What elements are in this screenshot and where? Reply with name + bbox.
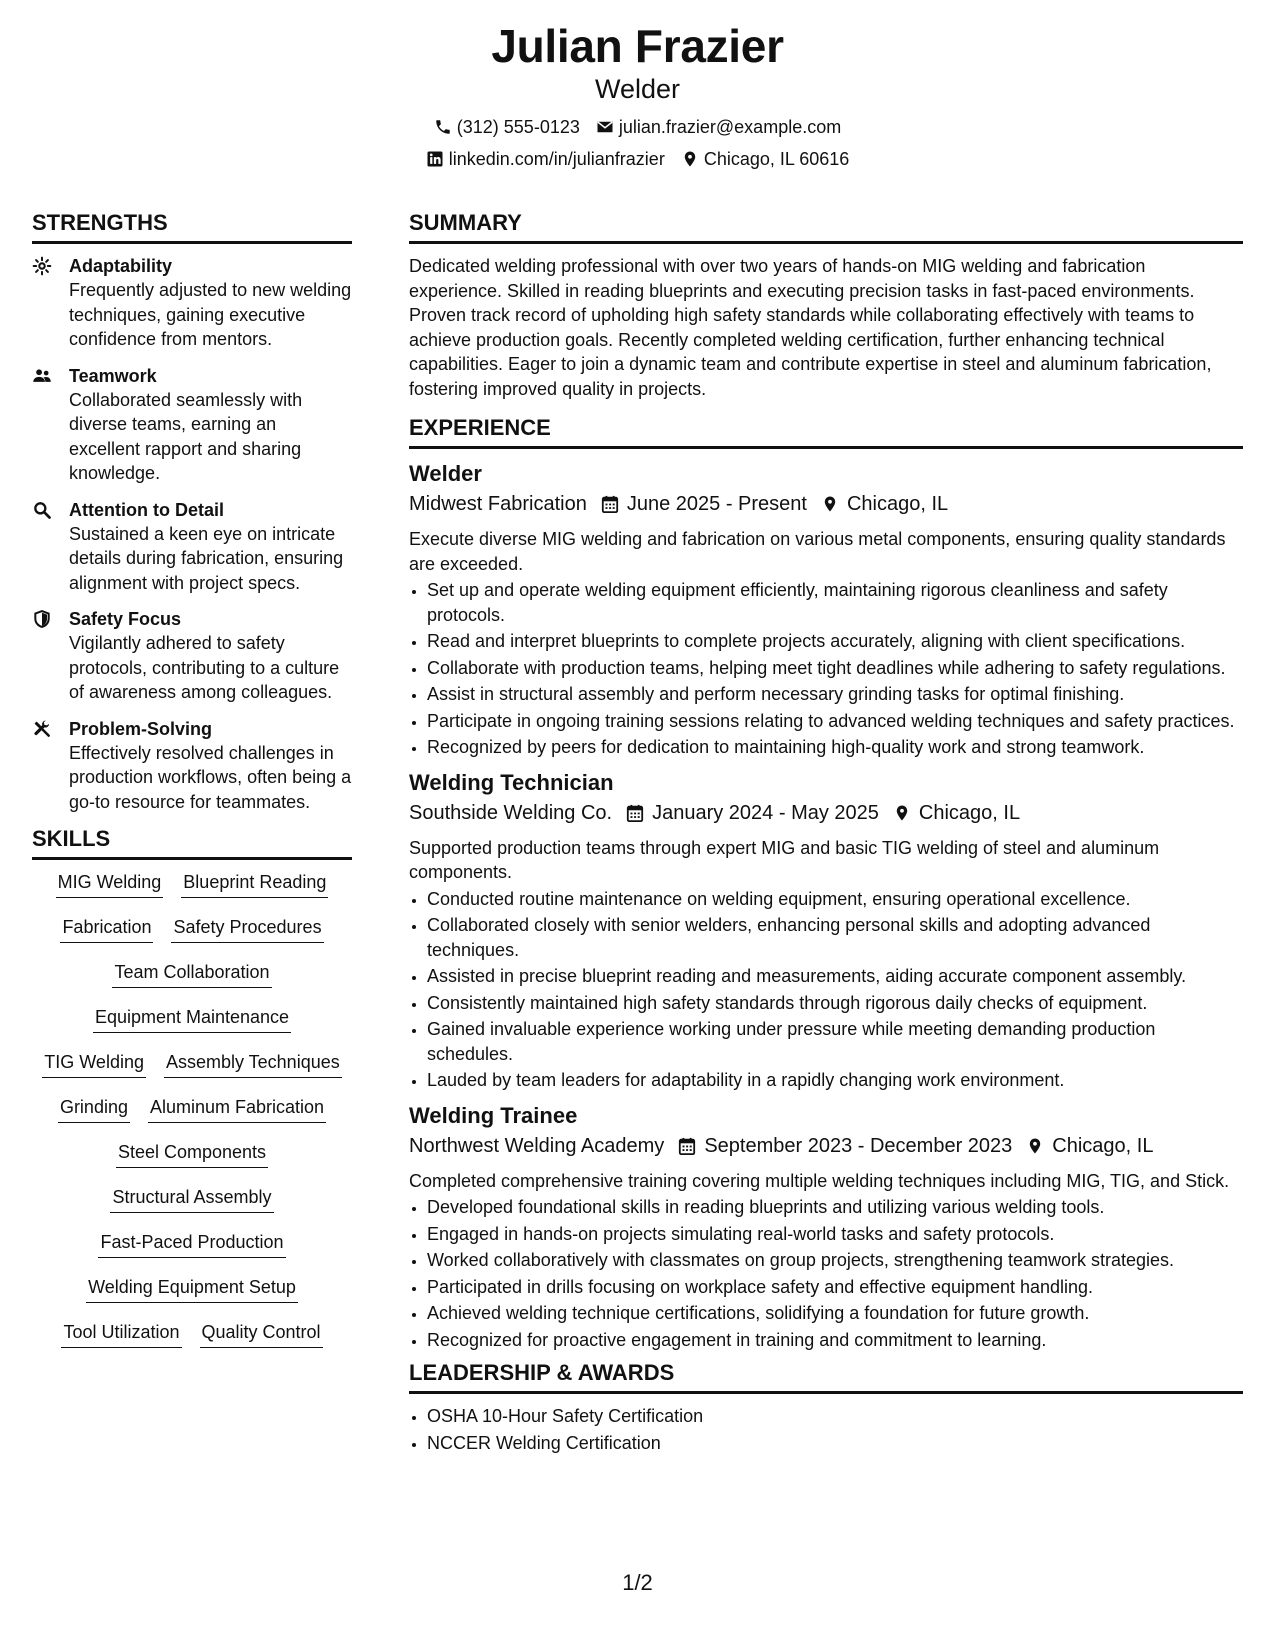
skill-tag: Welding Equipment Setup — [86, 1275, 298, 1303]
job-dates: January 2024 - May 2025 — [652, 801, 879, 824]
job-dates: June 2025 - Present — [626, 493, 807, 515]
list-item: • OSHA 10-Hour Safety Certification — [427, 1404, 1243, 1429]
email-text: julian.frazier@example.com — [618, 117, 842, 137]
job-location: Chicago, IL — [846, 493, 949, 515]
list-item: • Lauded by team leaders for adaptability in a rapidly changing work environment. — [427, 1068, 1243, 1093]
summary-text: Dedicated welding professional with over two years of hands-on MIG welding and fabrication experience. Skilled in reading blueprints and executing precision tasks in fast-paced environments. Proven track record of upholding high safety standards while collaborating effectively with teams to achieve production goals. Recently completed welding certification, further enhancing technical capabilities. Eager to join a dynamic team and contribute expertise in steel and aluminum fabrication, fostering improved quality in projects. — [409, 256, 1212, 399]
map-pin-icon — [1026, 1136, 1044, 1156]
job-title: Welding Trainee — [409, 1102, 578, 1128]
strength-desc: Sustained a keen eye on intricate details during fabrication, ensuring alignment with project specs. — [69, 523, 344, 593]
skill-tag: Team Collaboration — [112, 960, 271, 988]
shield-icon — [32, 609, 52, 629]
list-item: • Worked collaboratively with classmates on group projects, strengthening teamwork strategies. — [427, 1248, 1243, 1273]
skill-tag: Grinding — [58, 1095, 130, 1123]
skill-tag: Fast-Paced Production — [98, 1230, 285, 1258]
strength-desc: Effectively resolved challenges in production workflows, often being a go-to resource for teammates. — [69, 742, 352, 812]
search-icon — [32, 500, 52, 520]
list-item: • Achieved welding technique certifications, solidifying a foundation for future growth. — [427, 1301, 1243, 1326]
strength-desc: Collaborated seamlessly with diverse teams, earning an excellent rapport and sharing knowledge. — [69, 389, 303, 483]
strengths-heading: STRENGTHS — [32, 210, 352, 244]
job-meta — [409, 798, 1243, 828]
map-pin-icon — [893, 803, 911, 823]
awards-list — [409, 1404, 1243, 1455]
list-item: • Assist in structural assembly and perform necessary grinding tasks for optimal finishing. — [427, 682, 1243, 707]
job-entry — [409, 459, 1243, 760]
skills-row — [32, 870, 352, 915]
job-description: Supported production teams through expert MIG and basic TIG welding of steel and aluminum components. — [409, 837, 1160, 882]
list-item: • Gained invaluable experience working under pressure while meeting demanding production schedules. — [427, 1017, 1243, 1066]
map-pin-icon — [821, 494, 839, 514]
list-item: • Read and interpret blueprints to complete projects accurately, aligning with client specifications. — [427, 629, 1243, 654]
list-item: • Conducted routine maintenance on welding equipment, ensuring operational excellence. — [427, 887, 1243, 912]
job-bullets — [409, 578, 1243, 760]
skills-row — [32, 1230, 352, 1275]
skills-row — [32, 915, 352, 960]
contact-phone[interactable] — [434, 116, 580, 138]
job-entry — [409, 768, 1243, 1093]
strength-item — [32, 364, 352, 486]
job-bullets — [409, 1195, 1243, 1352]
skills-row — [32, 1140, 352, 1185]
skills-row — [32, 1275, 352, 1320]
job-title: Welding Technician — [409, 769, 614, 795]
strength-title: Safety Focus — [69, 609, 182, 629]
list-item: • Participate in ongoing training sessions relating to advanced welding techniques and safety practices. — [427, 709, 1243, 734]
location-text: Chicago, IL 60616 — [703, 149, 850, 169]
calendar-icon — [601, 494, 619, 514]
list-item: • Participated in drills focusing on workplace safety and effective equipment handling. — [427, 1275, 1243, 1300]
gear-icon — [32, 256, 52, 276]
left-column — [32, 210, 352, 1365]
skill-tag: Tool Utilization — [61, 1320, 181, 1348]
list-item: • NCCER Welding Certification — [427, 1431, 1243, 1456]
resume-header — [0, 18, 1275, 170]
skill-tag: Fabrication — [60, 915, 153, 943]
job-bullets — [409, 887, 1243, 1093]
skills-list — [32, 870, 352, 1365]
skills-row — [32, 960, 352, 1005]
tools-icon — [32, 719, 52, 739]
list-item: • Collaborate with production teams, helping meet tight deadlines while adhering to safety regulations. — [427, 656, 1243, 681]
candidate-name: Julian Frazier — [491, 20, 784, 72]
job-company: Southside Welding Co. — [409, 801, 613, 824]
calendar-icon — [626, 803, 644, 823]
skill-tag: Structural Assembly — [110, 1185, 273, 1213]
list-item: • Assisted in precise blueprint reading and measurements, aiding accurate component assembly. — [427, 964, 1243, 989]
job-description: Execute diverse MIG welding and fabrication on various metal components, ensuring quality standards are exceeded. — [409, 529, 1226, 574]
contact-location — [681, 148, 849, 170]
contact-row-1 — [0, 116, 1275, 138]
skills-row — [32, 1185, 352, 1230]
strength-title: Adaptability — [69, 256, 173, 276]
list-item: • Recognized by peers for dedication to maintaining high-quality work and strong teamwork. — [427, 735, 1243, 760]
contact-linkedin[interactable] — [426, 148, 665, 170]
job-company: Midwest Fabrication — [409, 493, 587, 515]
strength-desc: Frequently adjusted to new welding techniques, gaining executive confidence from mentors. — [69, 280, 352, 349]
skills-row — [32, 1005, 352, 1050]
envelope-icon — [596, 118, 614, 136]
map-pin-icon — [681, 150, 699, 168]
job-meta — [409, 1131, 1243, 1161]
job-location: Chicago, IL — [1052, 1134, 1154, 1157]
skill-tag: MIG Welding — [56, 870, 164, 898]
candidate-role: Welder — [594, 74, 681, 104]
list-item: • Engaged in hands-on projects simulating real-world tasks and safety protocols. — [427, 1222, 1243, 1247]
skill-tag: Assembly Techniques — [164, 1050, 342, 1078]
skill-tag: TIG Welding — [42, 1050, 146, 1078]
contact-row-2 — [0, 148, 1275, 170]
skill-tag: Blueprint Reading — [181, 870, 328, 898]
strength-item — [32, 498, 352, 596]
people-icon — [32, 366, 52, 386]
strength-item — [32, 717, 352, 815]
job-company: Northwest Welding Academy — [409, 1134, 665, 1157]
phone-text: (312) 555-0123 — [456, 117, 580, 137]
strength-desc: Vigilantly adhered to safety protocols, contributing to a culture of awareness among colleagues. — [69, 633, 340, 702]
list-item: • Consistently maintained high safety standards through rigorous daily checks of equipment. — [427, 991, 1243, 1016]
calendar-icon — [678, 1136, 696, 1156]
job-entry — [409, 1101, 1243, 1353]
awards-heading: LEADERSHIP & AWARDS — [409, 1360, 1243, 1394]
strength-title: Problem-Solving — [69, 718, 213, 739]
job-title: Welder — [409, 461, 482, 486]
strength-title: Attention to Detail — [69, 499, 224, 520]
skills-row — [32, 1050, 352, 1095]
job-dates: September 2023 - December 2023 — [704, 1134, 1013, 1157]
strength-title: Teamwork — [69, 365, 157, 386]
skill-tag: Steel Components — [116, 1140, 268, 1168]
job-description: Completed comprehensive training covering multiple welding techniques including MIG, TIG, and Stick. — [409, 1170, 1230, 1191]
skills-heading: SKILLS — [32, 826, 352, 860]
list-item: • Developed foundational skills in reading blueprints and utilizing various welding tools. — [427, 1195, 1243, 1220]
experience-heading: EXPERIENCE — [409, 415, 1243, 449]
right-column — [409, 210, 1243, 1463]
strength-item — [32, 607, 352, 705]
summary-heading: SUMMARY — [409, 210, 1243, 244]
job-location: Chicago, IL — [918, 801, 1021, 824]
strength-item — [32, 254, 352, 352]
page-number: 1/2 — [622, 1570, 653, 1595]
list-item: • Collaborated closely with senior welders, enhancing personal skills and adopting advanced techniques. — [427, 913, 1243, 962]
skills-row — [32, 1320, 352, 1365]
skills-row — [32, 1095, 352, 1140]
list-item: • Set up and operate welding equipment efficiently, maintaining rigorous cleanliness and safety protocols. — [427, 578, 1243, 627]
skill-tag: Equipment Maintenance — [93, 1005, 291, 1033]
phone-icon — [434, 118, 452, 136]
skill-tag: Quality Control — [200, 1320, 323, 1348]
list-item: • Recognized for proactive engagement in training and commitment to learning. — [427, 1328, 1243, 1353]
skill-tag: Aluminum Fabrication — [148, 1095, 326, 1123]
job-meta — [409, 489, 1243, 519]
linkedin-icon — [426, 150, 444, 168]
contact-email[interactable] — [596, 116, 841, 138]
skill-tag: Safety Procedures — [171, 915, 323, 943]
linkedin-text: linkedin.com/in/julianfrazier — [448, 149, 665, 169]
